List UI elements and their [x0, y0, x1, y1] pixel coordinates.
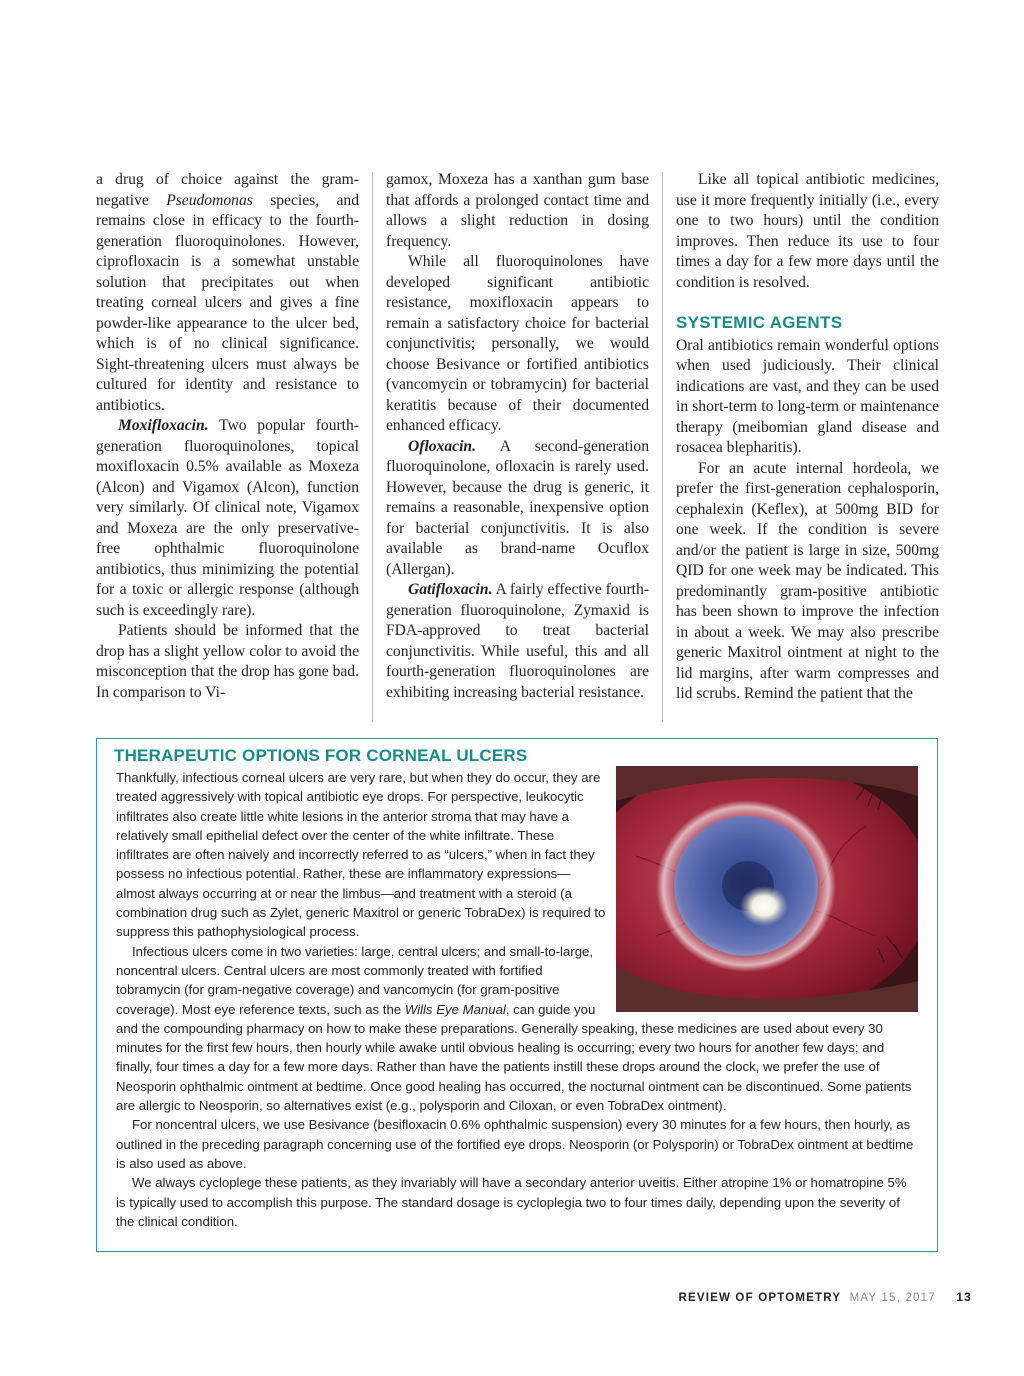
- sidebar-paragraph: Thankfully, infectious corneal ulcers are very rare, but when they do occur, they are treated aggressively with topical antibiotic eye drops. For perspective, leukocytic infiltrates also create little white lesions in the anterior stroma that may have a relatively small epithelial defect over the center of the white infiltrate. These infiltrates are often naively and incorrectly referred to as “ulcers,” when in fact they possess no infectious potential. Rather, these are inflammatory expressions—almost always occurring at or near the limbus—and treatment with a steroid (a combination drug such as Zylet, generic Maxitrol or generic TobraDex) is required to suppress this pathophysiological process.: [116, 770, 606, 940]
- paragraph: gamox, Moxeza has a xanthan gum base that affords a prolonged contact time and allows a slight reduction in dosing frequency.: [386, 171, 649, 250]
- text: A fairly effective fourth-generation fluoroquinolone, Zymaxid is FDA-approved to treat bacterial conjunctivitis. While useful, this and all fourth-generation fluoroquinolones are exhibiting increasing bacterial resistance.: [386, 581, 649, 701]
- paragraph: Like all topical antibiotic medicines, use it more frequently initially (i.e., every one to two hours) until the condition improves. Then reduce its use to four times a day for a few more days until the condition is resolved.: [676, 171, 939, 291]
- page-footer: [678, 1290, 972, 1304]
- paragraph: [386, 580, 649, 703]
- subheading: Ofloxacin.: [408, 437, 477, 455]
- column-divider: [372, 172, 373, 722]
- page-number: 13: [956, 1290, 972, 1304]
- paragraph: Oral antibiotics remain wonderful options when used judiciously. Their clinical indications are vast, and they can be used in short-term to long-term or maintenance therapy (meibomian gland disease and rosacea blepharitis).: [676, 336, 939, 456]
- text: Two popular fourth-generation fluoroquinolones, topical moxifloxacin 0.5% available as Moxeza (Alcon) and Vigamox (Alcon), function very similarly. Of clinical note, Vigamox and Moxeza are the only preservative-free ophthalmic fluoroquinolone antibiotics, thus minimizing the potential for a toxic or allergic response (although such is exceedingly rare).: [96, 417, 359, 619]
- paragraph: Patients should be informed that the drop has a slight yellow color to avoid the misconception that the drop has gone bad. In comparison to Vi-: [96, 622, 359, 701]
- issue-date: MAY 15, 2017: [849, 1292, 936, 1304]
- paragraph: For an acute internal hordeola, we prefer the first-generation cephalosporin, cephalexin (Keflex), at 500mg BID for one week. If the condition is severe and/or the patient is large in size, 500mg QID for one week may be indicated. This predominantly gram-positive antibiotic has been shown to improve the infection in about a week. We may also prescribe generic Maxitrol ointment at night to the lid margins, after warm compresses and lid scrubs. Remind the patient that the: [676, 459, 939, 702]
- italic-text: Wills Eye Manual: [404, 1001, 506, 1017]
- sidebar-title: THERAPEUTIC OPTIONS FOR CORNEAL ULCERS: [114, 746, 528, 765]
- paragraph: [96, 170, 359, 416]
- subheading: Gatifloxacin.: [408, 581, 493, 598]
- paragraph: While all fluoroquinolones have developed significant antibiotic resistance, moxifloxacin appears to remain a satisfactory choice for bacterial conjunctivitis; personally, we would choose Besivance or fortified antibiotics (vancomycin or tobramycin) for bacterial keratitis because of their documented enhanced efficacy.: [386, 253, 649, 434]
- sidebar-body: [116, 768, 916, 1231]
- article-column-3: [676, 170, 939, 705]
- section-heading: SYSTEMIC AGENTS: [676, 313, 843, 332]
- article-column-1: [96, 170, 359, 703]
- text: Infectious ulcers come in two varieties: large, central ulcers; and small-to-large, noncentral ulcers. Central ulcers are most commonly treated with fortified tobramycin (for gram-negative coverage) and vancomycin (for gram-positive coverage). Most eye reference texts, such as the: [116, 943, 594, 1017]
- sidebar-paragraph: We always cycloplege these patients, as they invariably will have a secondary anterior uveitis. Either atropine 1% or homatropine 5% is typically used to accomplish this purpose. The standard dosage is cycloplegia two to four times daily, depending upon the severity of the clinical condition.: [116, 1175, 907, 1229]
- text: A second-generation fluoroquinolone, ofloxacin is rarely used. However, because the drug is generic, it remains a reasonable, inexpensive option for bacterial conjunctivitis. It is also available as brand-name Ocuflox (Allergan).: [386, 437, 649, 578]
- sidebar-paragraph: For noncentral ulcers, we use Besivance (besifloxacin 0.6% ophthalmic suspension) every 30 minutes for a few hours, then hourly, as outlined in the preceding paragraph concerning use of the fortified eye drops. Neosporin (or Polysporin) or TobraDex ointment at bedtime is also used as above.: [116, 1117, 914, 1171]
- article-column-2: [386, 170, 649, 703]
- publication-name: REVIEW OF OPTOMETRY: [678, 1292, 842, 1304]
- italic-text: Pseudomonas: [166, 191, 253, 209]
- text: , can guide you and the compounding pharmacy on how to make these preparations. Generally speaking, these medicines are used about every 30 minutes for the first few hours, then hourly while awake until obvious healing is occurring; every two hours for another few days; and finally, four times a day for a few more days. Rather than have the patients instill these drops around the clock, we prefer the use of Neosporin ophthalmic ointment at bedtime. Once good healing has occurred, the nocturnal ointment can be discontinued. Some patients are allergic to Neosporin, so alternatives exist (e.g., polysporin and Ciloxan, or even TobraDex ointment).: [116, 1001, 912, 1114]
- paragraph: [96, 416, 359, 621]
- text: species, and remains close in efficacy to the fourth-generation fluoroquinolones. However, ciprofloxacin is a somewhat unstable solution that precipitates out when treating corneal ulcers and gives a fine powder-like appearance to the ulcer bed, which is of no clinical significance. Sight-threatening ulcers must always be cultured for identity and resistance to antibiotics.: [96, 191, 359, 414]
- column-divider: [662, 172, 663, 722]
- subheading: Moxifloxacin.: [118, 417, 209, 434]
- text: a drug of choice against the gram-negative: [96, 171, 359, 209]
- paragraph: [386, 437, 649, 581]
- corneal-ulcer-photo: [616, 766, 918, 1012]
